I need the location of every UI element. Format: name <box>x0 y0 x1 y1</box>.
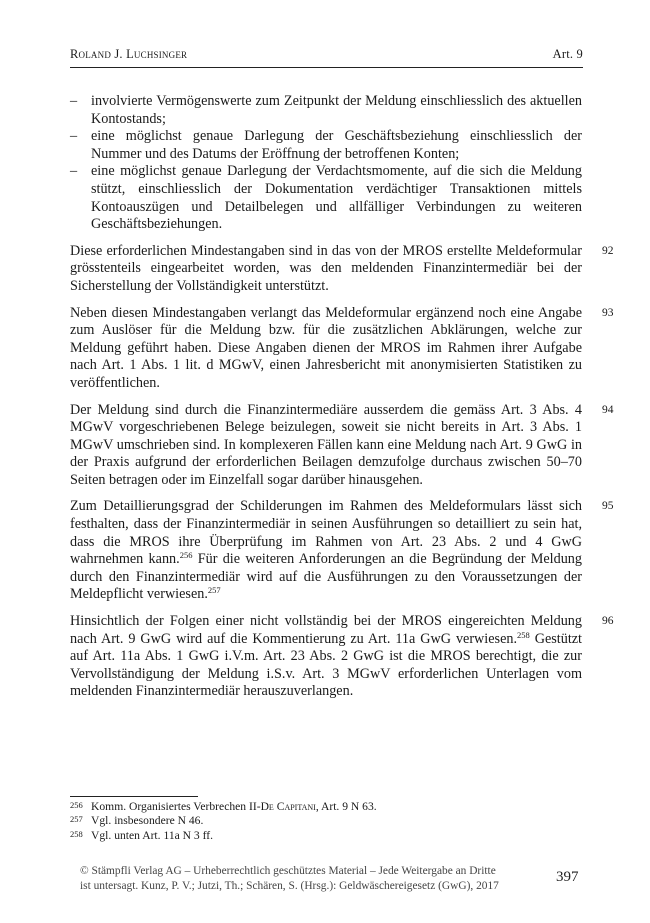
copyright-line-1: © Stämpfli Verlag AG – Urheberrechtlich geschütztes Material – Jede Weitergabe an Dritte <box>80 865 496 877</box>
author-name: Roland J. Luchsinger <box>70 47 188 61</box>
footnote-ref-257[interactable]: 257 <box>207 585 221 596</box>
dash-marker: – <box>70 163 78 180</box>
body-text <box>70 93 614 701</box>
copyright-notice <box>80 864 560 893</box>
list-item: – involvierte Vermögenswerte zum Zeitpunkt der Meldung einschliesslich des aktuellen Kontostands; <box>70 93 582 127</box>
paragraph-94: 94 Der Meldung sind durch die Finanzintermediäre ausserdem die gemäss Art. 3 Abs. 4 MGwV vorgeschriebenen Belege beizulegen, soweit sie nicht bereits in Art. 3 Abs. 1 MGwV umschrieben sind. In komplexeren Fällen kann eine Meldung nach Art. 9 GwG in der Praxis aufgrund der erforderlichen Beilagen demzufolge durchaus zwischen 50–70 Seiten betragen oder im Einzelfall sogar darüber hinausgehen. <box>70 402 582 490</box>
margin-number: 93 <box>602 306 614 319</box>
list-item: – eine möglichst genaue Darlegung der Verdachtsmomente, auf die sich die Meldung stützt, einschliesslich der Dokumentation verdächtiger Transaktionen mittels Kontoauszügen und Detailbelegen und allfälliger Verbindungen zu weiteren Geschäftsbeziehungen. <box>70 163 582 233</box>
footnote-number: 258 <box>70 828 83 839</box>
dash-marker: – <box>70 93 78 109</box>
article-reference: Art. 9 <box>552 47 583 61</box>
footnotes <box>70 800 582 843</box>
footnote-number: 256 <box>70 800 83 810</box>
footnote-ref-258[interactable]: 258 <box>517 629 530 640</box>
dash-marker: – <box>70 128 78 145</box>
footnote-number: 257 <box>70 814 83 825</box>
paragraph-95: 95 Zum Detaillierungsgrad der Schilderungen im Rahmen des Meldeformulars lässt sich festhalten, dass der Finanzintermediär in seinen Ausführungen so detailliert zu sein hat, dass die MROS ihre Überprüfung im Rahmen von Art. 23 Abs. 2 und 4 GwG wahrnehmen kann.$^{256}$ Für die weiteren Anforderungen an die Begründung der Meldung durch den Finanzintermediär wird auf die Ausführungen zu den Voraussetzungen der Meldepflicht verwiesen.$^{257}$ <box>70 498 582 604</box>
margin-number: 92 <box>602 244 614 257</box>
margin-number: 96 <box>602 615 614 628</box>
footnote-256: 256 Komm. Organisiertes Verbrechen II-De Capitani, Art. 9 N 63. <box>70 800 377 813</box>
margin-number: 94 <box>602 403 614 416</box>
footnote-258: 258 Vgl. unten Art. 11a N 3 ff. <box>70 828 214 842</box>
copyright-line-2: ist untersagt. Kunz, P. V.; Jutzi, Th.; Schären, S. (Hrsg.): Geldwäschereigesetz (GwG), 2017 <box>80 879 499 892</box>
dash-list <box>70 93 582 234</box>
footnote-ref-256[interactable]: 256 <box>179 550 193 561</box>
footnote-257: 257 Vgl. insbesondere N 46. <box>70 814 204 828</box>
margin-number: 95 <box>602 500 614 513</box>
list-item: – eine möglichst genaue Darlegung der Geschäftsbeziehung einschliesslich der Nummer und des Datums der Eröffnung der betroffenen Konten; <box>70 128 582 162</box>
paragraph-92: 92 Diese erforderlichen Mindestangaben sind in das von der MROS erstellte Meldeformular grösstenteils eingearbeitet worden, was den meldenden Finanzintermediär bei der Sicherstellung der Vollständigkeit unterstützt. <box>70 243 582 296</box>
page-number: 397 <box>556 869 579 885</box>
paragraph-96: 96 Hinsichtlich der Folgen einer nicht vollständig bei der MROS eingereichten Meldung nach Art. 9 GwG wird auf die Kommentierung zu Art. 11a GwG verwiesen.$^{258}$ Gestützt auf Art. 11a Abs. 1 GwG i.V.m. Art. 23 Abs. 2 GwG ist die MROS berechtigt, die zur Vervollständigung der Meldung i.S.v. Art. 3 MGwV erforderlichen Unterlagen vom meldenden Finanzintermediär herauszuverlangen. <box>70 613 582 701</box>
footnote-rule <box>70 796 198 797</box>
header-rule <box>70 67 583 68</box>
paragraph-93: 93 Neben diesen Mindestangaben verlangt das Meldeformular ergänzend noch eine Angabe zum Auslöser für die Meldung bzw. für die zusätzlichen Abklärungen, welche zur Meldung geführt haben. Diese Angaben dienen der MROS im Rahmen ihrer Aufgabe nach Art. 1 Abs. 1 lit. d MGwV, einen Jahresbericht mit anonymisierten Statistiken zu veröffentlichen. <box>70 305 582 393</box>
running-head <box>70 47 583 67</box>
